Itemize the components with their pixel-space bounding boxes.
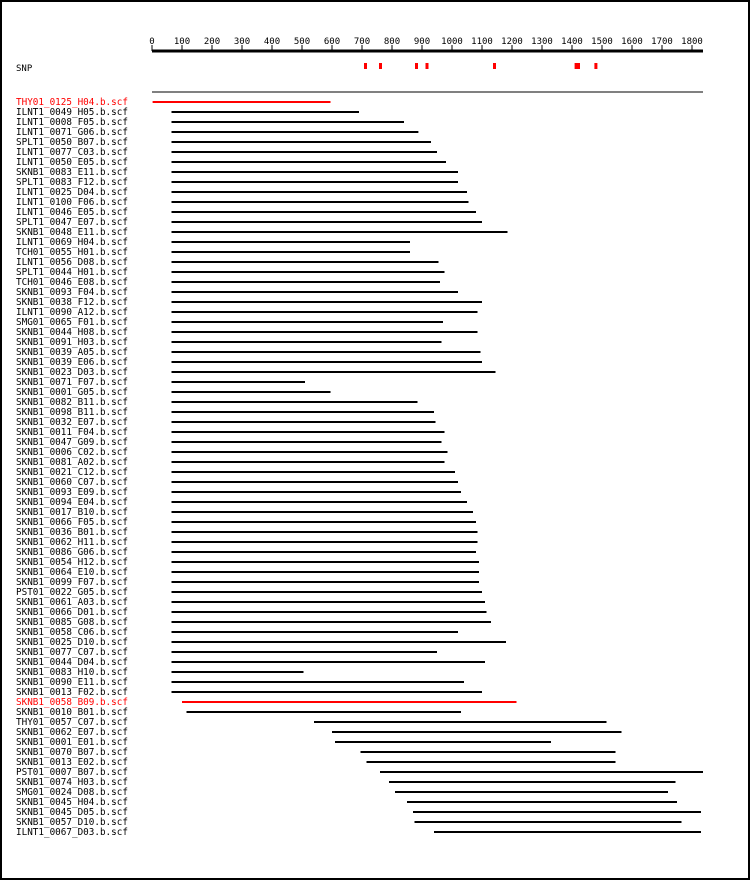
read-label[interactable]: ILNT1_0049_H05.b.scf (16, 107, 128, 118)
snp-marker (493, 63, 496, 69)
read-label[interactable]: SKNB1_0017_B10.b.scf (16, 507, 128, 518)
axis-tick-label: 1700 (651, 37, 673, 47)
read-label[interactable]: PST01_0022_G05.b.scf (16, 587, 128, 598)
read-label[interactable]: SPLT1_0044_H01.b.scf (16, 267, 128, 278)
read-label[interactable]: SKNB1_0006_C02.b.scf (16, 447, 128, 458)
read-label[interactable]: SKNB1_0010_B01.b.scf (16, 707, 128, 718)
read-label[interactable]: SKNB1_0074_H03.b.scf (16, 777, 128, 788)
read-label[interactable]: SKNB1_0045_H04.b.scf (16, 797, 128, 808)
axis-tick-label: 0 (149, 37, 155, 47)
read-label[interactable]: SMG01_0024_D08.b.scf (16, 787, 128, 798)
read-label[interactable]: SKNB1_0098_B11.b.scf (16, 407, 128, 418)
read-label[interactable]: SKNB1_0081_A02.b.scf (16, 457, 128, 468)
axis-tick-label: 300 (233, 37, 251, 47)
read-label[interactable]: SKNB1_0001_G05.b.scf (16, 387, 128, 398)
read-label[interactable]: SPLT1_0050_B07.b.scf (16, 137, 128, 148)
read-label[interactable]: SKNB1_0062_H11.b.scf (16, 537, 128, 548)
read-label[interactable]: SKNB1_0061_A03.b.scf (16, 597, 128, 608)
read-label[interactable]: SKNB1_0082_B11.b.scf (16, 397, 128, 408)
read-label[interactable]: SKNB1_0071_F07.b.scf (16, 377, 128, 388)
read-label[interactable]: SKNB1_0032_E07.b.scf (16, 417, 128, 428)
read-label[interactable]: SKNB1_0023_D03.b.scf (16, 367, 128, 378)
read-label[interactable]: ILNT1_0025_D04.b.scf (16, 187, 128, 198)
read-label[interactable]: ILNT1_0056_D08.b.scf (16, 257, 128, 268)
read-label[interactable]: SKNB1_0001_E01.b.scf (16, 737, 128, 748)
read-label[interactable]: SKNB1_0013_F02.b.scf (16, 687, 128, 698)
snp-marker (379, 63, 382, 69)
read-label[interactable]: TCH01_0046_E08.b.scf (16, 277, 128, 288)
axis-tick-label: 1200 (501, 37, 523, 47)
axis-tick-label: 400 (263, 37, 281, 47)
read-label[interactable]: SKNB1_0066_D01.b.scf (16, 607, 128, 618)
read-label[interactable]: TCH01_0055_H01.b.scf (16, 247, 128, 258)
read-label[interactable]: ILNT1_0008_F05.b.scf (16, 117, 128, 128)
read-label[interactable]: SKNB1_0045_D05.b.scf (16, 807, 128, 818)
read-label[interactable]: SKNB1_0060_C07.b.scf (16, 477, 128, 488)
read-label[interactable]: SKNB1_0039_A05.b.scf (16, 347, 128, 358)
axis-tick-label: 1400 (561, 37, 583, 47)
axis-tick-label: 500 (293, 37, 311, 47)
read-label[interactable]: ILNT1_0100_F06.b.scf (16, 197, 128, 208)
read-label[interactable]: SKNB1_0036_B01.b.scf (16, 527, 128, 538)
read-label[interactable]: SKNB1_0091_H03.b.scf (16, 337, 128, 348)
snp-track-label: SNP (16, 64, 33, 74)
axis-tick-label: 900 (413, 37, 431, 47)
read-label[interactable]: SKNB1_0054_H12.b.scf (16, 557, 128, 568)
snp-marker (364, 63, 367, 69)
read-label[interactable]: PST01_0007_B07.b.scf (16, 767, 128, 778)
axis-tick-label: 1100 (471, 37, 493, 47)
axis-tick-label: 600 (323, 37, 341, 47)
read-label[interactable]: ILNT1_0067_D03.b.scf (16, 827, 128, 838)
read-label[interactable]: SKNB1_0066_F05.b.scf (16, 517, 128, 528)
read-label[interactable]: ILNT1_0071_G06.b.scf (16, 127, 128, 138)
read-label[interactable]: ILNT1_0046_E05.b.scf (16, 207, 128, 218)
read-label[interactable]: SKNB1_0039_E06.b.scf (16, 357, 128, 368)
axis-tick-label: 1300 (531, 37, 553, 47)
axis-tick-label: 800 (383, 37, 401, 47)
read-label[interactable]: SKNB1_0062_E07.b.scf (16, 727, 128, 738)
read-label[interactable]: SKNB1_0083_E11.b.scf (16, 167, 128, 178)
read-label[interactable]: SPLT1_0083_F12.b.scf (16, 177, 128, 188)
axis-tick-label: 1600 (621, 37, 643, 47)
snp-marker (426, 63, 429, 69)
read-label[interactable]: SKNB1_0013_E02.b.scf (16, 757, 128, 768)
read-label[interactable]: SKNB1_0044_H08.b.scf (16, 327, 128, 338)
axis-tick-label: 1000 (441, 37, 463, 47)
alignment-chart (2, 2, 750, 882)
axis-tick-label: 1800 (681, 37, 703, 47)
read-label[interactable]: SKNB1_0025_D10.b.scf (16, 637, 128, 648)
read-label[interactable]: SKNB1_0070_B07.b.scf (16, 747, 128, 758)
read-label[interactable]: SKNB1_0038_F12.b.scf (16, 297, 128, 308)
axis-tick-label: 200 (203, 37, 221, 47)
read-label[interactable]: THY01_0057_C07.b.scf (16, 717, 128, 728)
read-label[interactable]: SKNB1_0099_F07.b.scf (16, 577, 128, 588)
read-label-highlighted[interactable]: SKNB1_0058_B09.b.scf (16, 697, 128, 708)
axis-tick-label: 700 (353, 37, 371, 47)
read-label[interactable]: SKNB1_0047_G09.b.scf (16, 437, 128, 448)
read-label[interactable]: ILNT1_0050_E05.b.scf (16, 157, 128, 168)
read-label[interactable]: SKNB1_0093_F04.b.scf (16, 287, 128, 298)
read-label[interactable]: SKNB1_0044_D04.b.scf (16, 657, 128, 668)
read-label[interactable]: SKNB1_0011_F04.b.scf (16, 427, 128, 438)
read-label[interactable]: ILNT1_0077_C03.b.scf (16, 147, 128, 158)
read-label[interactable]: SMG01_0065_F01.b.scf (16, 317, 128, 328)
read-label[interactable]: SKNB1_0086_G06.b.scf (16, 547, 128, 558)
read-label[interactable]: SKNB1_0077_C07.b.scf (16, 647, 128, 658)
read-label[interactable]: SKNB1_0057_D10.b.scf (16, 817, 128, 828)
read-label[interactable]: SKNB1_0083_H10.b.scf (16, 667, 128, 678)
snp-marker (577, 63, 580, 69)
snp-marker (594, 63, 597, 69)
axis-tick-label: 100 (173, 37, 191, 47)
read-label-highlighted[interactable]: THY01_0125_H04.b.scf (16, 97, 128, 108)
read-label[interactable]: SKNB1_0094_E04.b.scf (16, 497, 128, 508)
read-label[interactable]: ILNT1_0090_A12.b.scf (16, 307, 128, 318)
read-label[interactable]: SKNB1_0021_C12.b.scf (16, 467, 128, 478)
read-label[interactable]: SKNB1_0085_G08.b.scf (16, 617, 128, 628)
read-label[interactable]: SKNB1_0058_C06.b.scf (16, 627, 128, 638)
read-label[interactable]: SKNB1_0048_E11.b.scf (16, 227, 128, 238)
read-label[interactable]: SKNB1_0090_E11.b.scf (16, 677, 128, 688)
read-label[interactable]: SKNB1_0064_E10.b.scf (16, 567, 128, 578)
read-label[interactable]: SKNB1_0093_E09.b.scf (16, 487, 128, 498)
read-label[interactable]: SPLT1_0047_E07.b.scf (16, 217, 128, 228)
read-label[interactable]: ILNT1_0069_H04.b.scf (16, 237, 128, 248)
snp-marker (415, 63, 418, 69)
axis-tick-label: 1500 (591, 37, 613, 47)
